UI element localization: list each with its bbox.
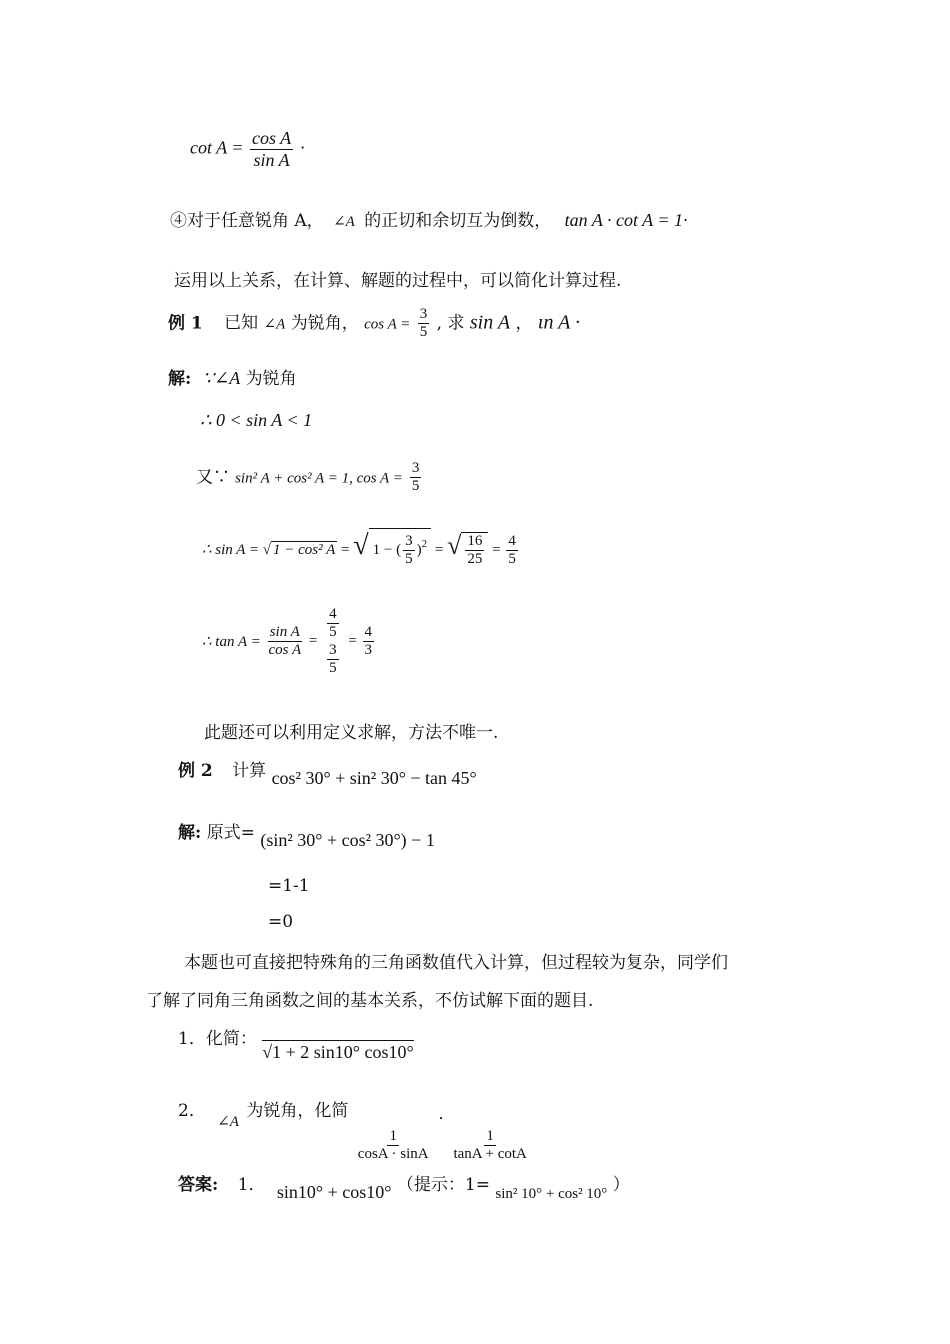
solution-1: 解: ∵∠A 为锐角	[168, 368, 297, 389]
cot-fraction: $\frac{\text{cos A}}{\text{sin A}}$	[251, 128, 292, 170]
paragraph-line-1: 本题也可直接把特殊角的三角函数值代入计算，但过程较为复杂，同学们	[184, 953, 728, 973]
solution-2-line-2: =1-1	[268, 876, 310, 896]
angle-a: ∠A	[333, 214, 355, 230]
step-4: ∴ tan A = $\frac{\text{sin A}}{\text{cos A}}$ = $\frac{4}{5}$ $\frac{3}{5}$ = $\frac{4}{3}$	[202, 606, 373, 676]
example-1-label: 例 1	[168, 313, 203, 334]
example-1-fraction: $\frac{3}{5}$	[419, 306, 428, 341]
solution-1-label: 解:	[168, 369, 192, 389]
answers: 答案: 1． sin10° + cos10° （提示：1= sin² 10° + cos² 10° ）	[178, 1175, 630, 1202]
example-1: 例 1 已知 ∠A 为锐角， cos A = $\frac{3}{5}$ , 求 sin A ， ιn A ·	[168, 306, 580, 341]
paragraph-line-2: 了解了同角三角函数之间的基本关系，不仿试解下面的题目.	[146, 991, 594, 1011]
solution-2-label: 解:	[178, 823, 202, 843]
example-2: 例 2 计算 cos² 30° + sin² 30° − tan 45°	[178, 761, 477, 788]
question-1: 1．化简： √1 + 2 sin10° cos10°	[178, 1029, 414, 1062]
tan-cot-product: tan A · cot A = 1·	[564, 210, 688, 230]
step-3: ∴ sin A = √ 1 − cos² A = √ 1 − ( $\frac{3}{5}$ )$^2$ = √ $\frac{16}{25}$ = $\frac{4}{5}$	[202, 528, 520, 573]
question-2: 2． ∠A 为锐角，化简 $\frac{1}{\cos A \cdot \sin A}$ · $\frac{1}{\tan A + \cot A}$	[178, 1101, 527, 1163]
note-1: 此题还可以利用定义求解，方法不唯一.	[204, 723, 499, 743]
item-4: ④对于任意锐角 A， ∠A 的正切和余切互为倒数， tan A · cot A = 1·	[170, 210, 688, 231]
step-1: ∴ 0 < sin A < 1	[200, 410, 313, 430]
example-2-label: 例 2	[178, 761, 213, 781]
cot-lhs: cot A =	[190, 137, 244, 158]
solution-2: 解: 原式= (sin² 30° + cos² 30°) − 1	[178, 823, 435, 850]
solution-2-line-3: =0	[268, 912, 294, 932]
step-2: 又∵ sin² A + cos² A = 1, cos A = $\frac{3}{5}$	[196, 460, 420, 495]
answers-label: 答案:	[178, 1175, 219, 1195]
intro-text: 运用以上关系，在计算、解题的过程中，可以简化计算过程.	[174, 271, 622, 291]
cot-definition: cot A = $\frac{\text{cos A}}{\text{sin A}}$ ·	[190, 128, 306, 170]
